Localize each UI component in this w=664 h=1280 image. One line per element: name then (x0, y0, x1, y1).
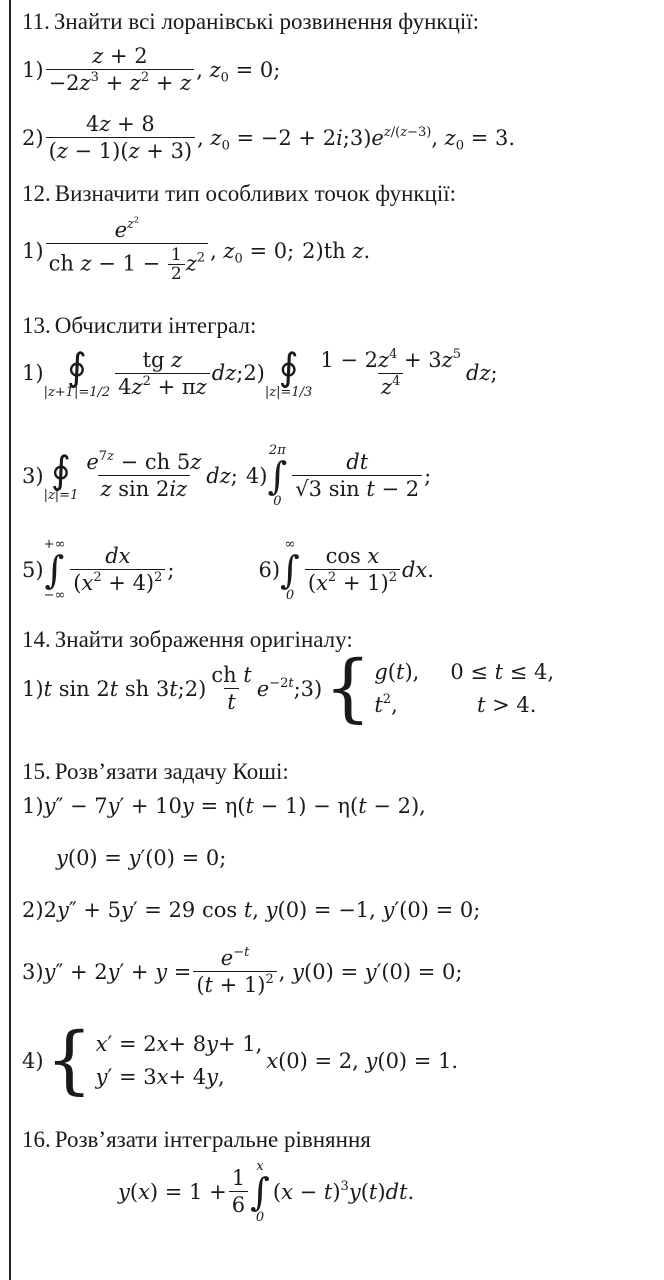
item-label: 2) (22, 898, 44, 922)
section-title: Знайти всі лоранівські розвинення функції: (53, 9, 480, 34)
item-label: 2) (22, 125, 44, 150)
item-label: 3) (22, 463, 44, 488)
section-title: Розв’язати задачу Коші: (54, 759, 289, 784)
fraction: $\frac{\text{tg z}}{4z^2 + \pi z}$ (115, 350, 210, 398)
upper-limit: ∞ (284, 537, 296, 552)
section-number: 15. (22, 759, 51, 784)
section-title: Визначити тип особливих точок функції: (54, 181, 457, 206)
item-label: 1) (22, 239, 44, 263)
section-number: 12. (22, 181, 51, 206)
problem-15-4: 4) { x ′ = 2 x + 8 y + 1, y ′ = 3 x + 4 y , x(0) = 2, y(0) = 1. (22, 1017, 459, 1104)
problem-11-2: 2) $\frac{4z + 8}{(z - 1)(z + 3)}$ , $z_0 = -2$ + $2i;3)e^{z/(z-3)}$, $z_0 = 3$. (22, 112, 516, 163)
item-label: 6) (258, 557, 281, 582)
fraction: $\frac{dx}{(x^2 + 4)^2}$ (70, 546, 165, 594)
integral-sign: +∞ ∫ −∞ (43, 537, 66, 603)
left-brace: { (324, 645, 372, 732)
fraction: $\frac{\text{ch t}}{t}$ (211, 663, 252, 714)
upper-limit: +∞ (43, 537, 66, 552)
section-title: Розв’язати інтегральне рівняння (54, 1127, 371, 1152)
section-number: 16. (22, 1127, 51, 1152)
problem-14: 1) t sin 2t sh 3t; 2) $\frac{\text{ch t}}{t}$ $e^{-2t}$; 3) { g(t), 0 ≤ t ≤ 4, $t^2$, t > 4. (22, 645, 555, 732)
left-brace: { (45, 1017, 93, 1104)
item-label: 4) (22, 1048, 44, 1073)
piecewise-cases: g(t), 0 ≤ t ≤ 4, $t^2$, t > 4. (374, 660, 555, 717)
fraction: $\frac{1}{6}$ (229, 1168, 248, 1216)
upper-limit: 2π (268, 443, 286, 458)
integral-sign: ∞ ∫ 0 (280, 537, 300, 603)
fraction: $\frac{e^{-t}}{(t + 1)^2}$ (193, 948, 276, 996)
fraction: $\frac{4z + 8}{(z - 1)(z + 3)}$ (46, 114, 196, 162)
integral-sign: x ∫ 0 (250, 1159, 270, 1225)
section-16-heading (22, 1128, 371, 1151)
item-label: 1) (22, 794, 44, 818)
fraction: $\frac{1 - 2z^4 + 3z^5}{z^4}$ (320, 346, 462, 399)
problem-13-1-2: 1) ∮ |z+1|=1/2 $\frac{\text{tg z}}{4z^2 + \pi z}$ dz; 2) ∮ |z|=1/3 $\frac{1 - 2z^4 + 3z^5}{z^4}$ dz; (22, 345, 498, 400)
lower-limit: 0 (255, 1210, 265, 1225)
item-label: 2) (243, 361, 265, 385)
section-number: 11. (22, 9, 50, 34)
fraction: $\frac{\text{cos x}}{(x^2 + 1)^2}$ (305, 546, 400, 594)
problem-11-1: 1) $\frac{z + 2}{-2z^3 + z^2 + z}$ , $z_0 = 0$; (22, 44, 281, 95)
problem-sheet (22, 0, 658, 1280)
lower-limit: 0 (273, 494, 282, 509)
fraction: $\frac{e^{7z} - ch 5z}{\text{z sin 2iz}}$ (86, 448, 202, 501)
item-label: 5) (22, 557, 44, 582)
item-label: 4) (245, 463, 268, 488)
section-number: 14. (22, 627, 51, 652)
item-label: 2) (302, 239, 324, 263)
fraction: $e^{z^2}$ ch z − 1 − $\frac{1}{2}$ $z^2$ (46, 220, 209, 283)
left-margin-rule (9, 0, 11, 1280)
integral-sign: 2π ∫ 0 (267, 443, 288, 509)
fraction: $\frac{dt}{\text{√3 sin t − 2}}$ (292, 452, 422, 500)
problem-13-5-6: 5) +∞ ∫ −∞ $\frac{dx}{(x^2 + 4)^2}$ ; 6) ∞ ∫ 0 $\frac{\text{cos x}}{(x^2 + 1)^2}$ dx. (22, 537, 434, 603)
contour-integral-sign: ∮ |z|=1 (43, 447, 79, 503)
section-15-heading (22, 760, 289, 783)
contour-integral-sign: ∮ |z+1|=1/2 (43, 345, 111, 400)
problem-13-3-4: 3) ∮ |z|=1 $\frac{e^{7z} - ch 5z}{\text{z sin 2iz}}$ dz; 4) 2π ∫ 0 $\frac{dt}{\text{√3 sin t − 2}}$ ; (22, 443, 432, 509)
problem-15-2: 2) 2y″ + 5y′ = 29 cos t, y(0) = −1, y′(0) = 0; (22, 898, 481, 922)
problem-15-1: 1) y″ − 7y′ + 10y = η(t − 1) − η(t − 2), (22, 794, 426, 818)
problem-15-1-conditions: y(0) = y′(0) = 0; (56, 846, 227, 870)
integral-contour: |z+1|=1/2 (43, 385, 111, 400)
item-label: 1) (22, 361, 44, 385)
section-title: Знайти зображення оригіналу: (54, 627, 353, 652)
section-number: 13. (22, 313, 51, 338)
section-12-heading (22, 182, 456, 205)
section-11-heading (22, 10, 479, 33)
upper-limit: x (256, 1159, 264, 1174)
system-of-equations: x ′ = 2 x + 8 y + 1, y ′ = 3 x + 4 y , (95, 1032, 263, 1089)
integral-contour: |z|=1/3 (264, 385, 313, 400)
lower-limit: −∞ (43, 588, 66, 603)
lower-limit: 0 (285, 588, 295, 603)
integral-contour: |z|=1 (43, 487, 79, 503)
item-label: 1) (22, 57, 44, 82)
fraction: $\frac{z + 2}{-2z^3 + z^2 + z}$ (46, 46, 195, 94)
item-label: 1) (22, 676, 44, 701)
section-title: Обчислити інтеграл: (54, 313, 257, 338)
problem-15-3: 3) y″ + 2y′ + y = $\frac{e^{-t}}{(t + 1)^2}$ , y(0) = y′(0) = 0; (22, 944, 463, 997)
section-14-heading (22, 628, 353, 651)
item-label: 3) (300, 676, 323, 701)
item-label: 3) (22, 959, 44, 984)
section-13-heading (22, 314, 256, 337)
item-label: 2) (184, 676, 207, 701)
contour-integral-sign: ∮ |z|=1/3 (264, 345, 313, 400)
problem-16-equation: y(x) = 1 + $\frac{1}{6}$ x ∫ 0 $(x - t)^3y(t)dt$. (118, 1159, 415, 1225)
problem-12-1: 1) $e^{z^2}$ ch z − 1 − $\frac{1}{2}$ $z^2$ , $z_0 = 0$; 2) th z. (22, 215, 371, 284)
